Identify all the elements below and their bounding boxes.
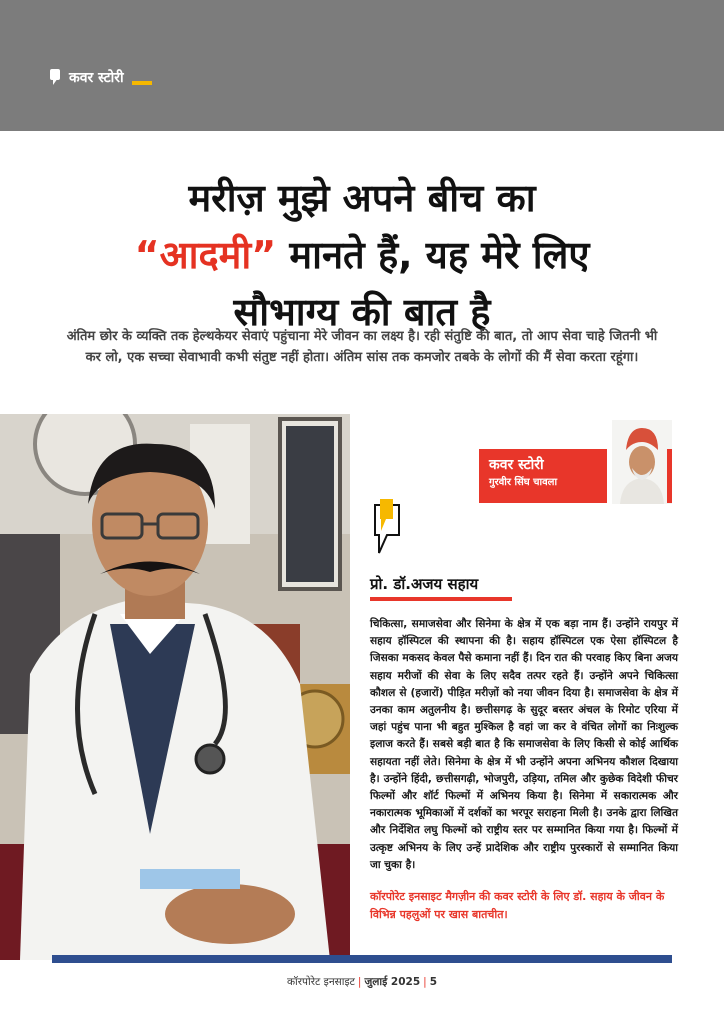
header-band — [0, 0, 724, 131]
footer: कॉरपोरेट इनसाइट | जुलाई 2025 | 5 — [286, 976, 437, 988]
footer-issue: जुलाई 2025 — [364, 976, 421, 988]
headline — [40, 170, 684, 341]
page-number: 5 — [429, 976, 437, 988]
author-accent-bar — [667, 449, 672, 503]
intro-paragraph: अंतिम छोर के व्यक्ति तक हेल्थकेयर सेवाएं पहुंचाना मेरे जीवन का लक्ष्य है। रही संतुष्टि की बात, तो आप सेवा चाहे जितनी भी कर लो, एक सच्चा सेवाभावी कभी संतुष्ट नहीं होता। अंतिम सांस तक कमजोर तबके के लोगों की मैं सेवा करता रहूंगा। — [66, 329, 658, 365]
doctor-photo — [0, 414, 350, 960]
section-label: कवर स्टोरी — [69, 70, 124, 86]
author-section-label: कवर स्टोरी — [489, 457, 544, 473]
name-underline — [370, 597, 512, 601]
author-photo — [612, 420, 672, 504]
body-paragraph: चिकित्सा, समाजसेवा और सिनेमा के क्षेत्र में एक बड़ा नाम हैं। उन्होंने रायपुर में सहाय हॉस्पिटल की स्थापना की है। सहाय हॉस्पिटल एक ऐसा हॉस्पिटल है जिसका मकसद केवल पैसे कमाना नहीं हैं। दिन रात की परवाह किए बिना अजय सहाय मरीजों की सेवा के लिए सदैव तत्पर रहते हैं। उन्होंने अपने चिकित्सा कौशल से (हजारों) पीड़ित मरीज़ों को नया जीवन दिया है। समाजसेवा के क्षेत्र में उनका काम अतुलनीय है। छत्तीसगढ़ के सुदूर बस्तर अंचल के रिमोट एरिया में जहां पहुंच पाना भी बहुत मुश्किल है वहां जा कर वे वंचित लोगों का निःशुल्क इलाज करते हैं। सबसे बड़ी बात है कि समाजसेवा के लिए किसी से कोई आर्थिक सहायता नहीं लेते। सिनेमा के क्षेत्र में भी उन्होंने अपना अभिनय कौशल दिखाया है। उन्होंने हिंदी, छत्तीसगढ़ी, भोजपुरी, उड़िया, तमिल और कुछेक विदेशी फीचर फिल्मों और शॉर्ट फिल्मों में अभिनय किया है। सिनेमा में सकारात्मक और नकारात्मक भूमिकाओं में दर्शकों का भरपूर सराहना मिली है। उनके द्वारा लिखित और निर्देशित लघु फिल्मों को राष्ट्रीय स्तर पर सम्मानित किया गया है। फिल्मों में उत्कृष्ट अभिनय के लिए उन्हें प्रादेशिक और राष्ट्रीय पुरस्कारों से सम्मानित किया जा चुका है। — [370, 618, 678, 871]
section-tag — [50, 68, 152, 87]
quote-icon — [371, 499, 405, 559]
footer-publication: कॉरपोरेट इनसाइट — [286, 976, 355, 988]
headline-line-3: सौभाग्य की बात है — [233, 290, 491, 334]
headline-line-1: मरीज़ मुझे अपने बीच का — [188, 176, 536, 220]
quote-mark-icon — [50, 69, 62, 86]
headline-line-2 — [40, 227, 684, 284]
headline-highlight: “आदमी” — [134, 233, 277, 277]
headline-line-2-rest: मानते हैं, यह मेरे लिए — [276, 233, 590, 277]
call-out-text: कॉरपोरेट इनसाइट मैगज़ीन की कवर स्टोरी के लिए डॉ. सहाय के जीवन के विभिन्न पहलुओं पर खास बातचीत। — [370, 890, 665, 921]
author-name: गुरवीर सिंघ चावला — [489, 477, 558, 488]
doctor-name: प्रो. डॉ.अजय सहाय — [370, 575, 479, 593]
bottom-rule — [52, 955, 672, 963]
author-box — [479, 449, 607, 503]
section-underline — [132, 81, 152, 85]
